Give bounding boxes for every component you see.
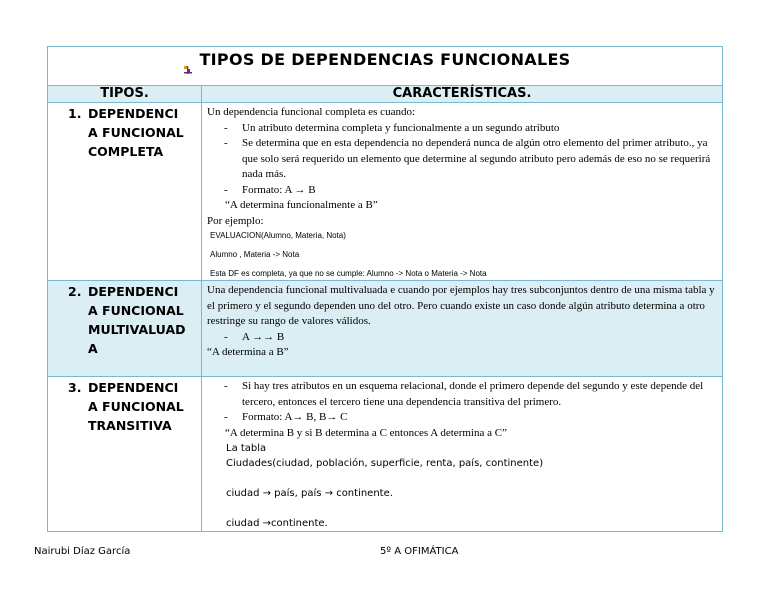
example-line: Esta DF es completa, ya que no se cumple: Alumno -> Nota o Materia -> Nota [210,269,487,278]
caracteristicas-cell-transitiva [202,377,723,532]
spacer [207,471,718,486]
title-cell [48,47,723,86]
header-tipos: TIPOS. [48,86,202,103]
quote-text: “A determina a B” [207,346,289,358]
bullet-item: - Un atributo determina completa y funcionalmente a un segundo atributo [207,121,718,137]
caracteristicas-cell-completa [202,103,723,281]
table-row [48,103,723,281]
bullet-item: - A →→ B [207,330,718,346]
tipo-cell-completa [48,103,202,281]
tipo-name-line: A FUNCIONAL [88,125,184,140]
bullet-item: - Formato: A → B [207,183,718,199]
row-number: 2. [68,284,82,299]
quote-text: “A determina B y si B determina a C entonces A determina a C” [225,426,507,439]
tipo-name-line: DEPENDENCI [88,284,179,299]
tipo-name-line: A FUNCIONAL [88,303,184,318]
footer-course: 5º A OFIMÁTICA [380,546,459,557]
table-row [48,377,723,532]
row-number: 1. [68,106,82,121]
paragraph-text: Una dependencia funcional multivaluada e cuando por ejemplos hay tres subconjuntos dentro de una misma tabla y el primero y el segundo dependen uno del otro. Pero cuando existe un caso donde algún atributo determina a otro restringe su rango de valores válidos. [207,284,715,327]
intro-text: Un dependencia funcional completa es cuando: [207,106,416,118]
caracteristicas-cell-multivaluada [202,281,723,377]
bullet-item: - Formato: A→ B, B→ C [207,410,718,426]
tipo-name-line: TRANSITIVA [88,418,172,433]
tabla-label: La tabla [226,443,267,454]
ciudades-schema: Ciudades(ciudad, población, superficie, renta, país, continente) [226,458,544,469]
header-row [48,86,723,103]
example-line: EVALUACION(Alumno, Materia, Nota) [210,231,346,240]
dependency-line: ciudad →continente. [226,518,328,529]
page-title: TIPOS DE DEPENDENCIAS FUNCIONALES [199,50,571,69]
row-number: 3. [68,380,82,395]
tipo-name-line: MULTIVALUAD [88,322,186,337]
tipo-name-line: A [88,341,98,356]
tipo-name-line: A FUNCIONAL [88,399,184,414]
tipo-cell-multivaluada [48,281,202,377]
spacer [207,501,718,516]
bullet-item: - Se determina que en esta dependencia no dependerá nunca de algún otro elemento del primer atributo., ya que solo será requerido un elemento que determine al segundo atributo pero además de eso no se requerirá nada más. [207,136,718,183]
tipo-name-line: DEPENDENCI [88,380,179,395]
quote-text: “A determina funcionalmente a B” [225,199,378,211]
dependency-line: ciudad → país, país → continente. [226,488,393,499]
tipo-name-line: DEPENDENCI [88,106,179,121]
example-label: Por ejemplo: [207,214,264,227]
bullet-item: - Si hay tres atributos en un esquema relacional, donde el primero depende del segundo y este depende del tercero, entonces el tercero tiene una dependencia transitiva del primero. [207,379,718,410]
tipo-name-line: COMPLETA [88,144,164,159]
document-table [47,46,723,532]
footer-author: Nairubi Díaz García [34,546,131,557]
title-row [48,47,723,86]
tipo-cell-transitiva [48,377,202,532]
example-line: Alumno , Materia -> Nota [210,250,300,259]
header-caracteristicas: CARACTERÍSTICAS. [202,86,723,103]
table-row [48,281,723,377]
